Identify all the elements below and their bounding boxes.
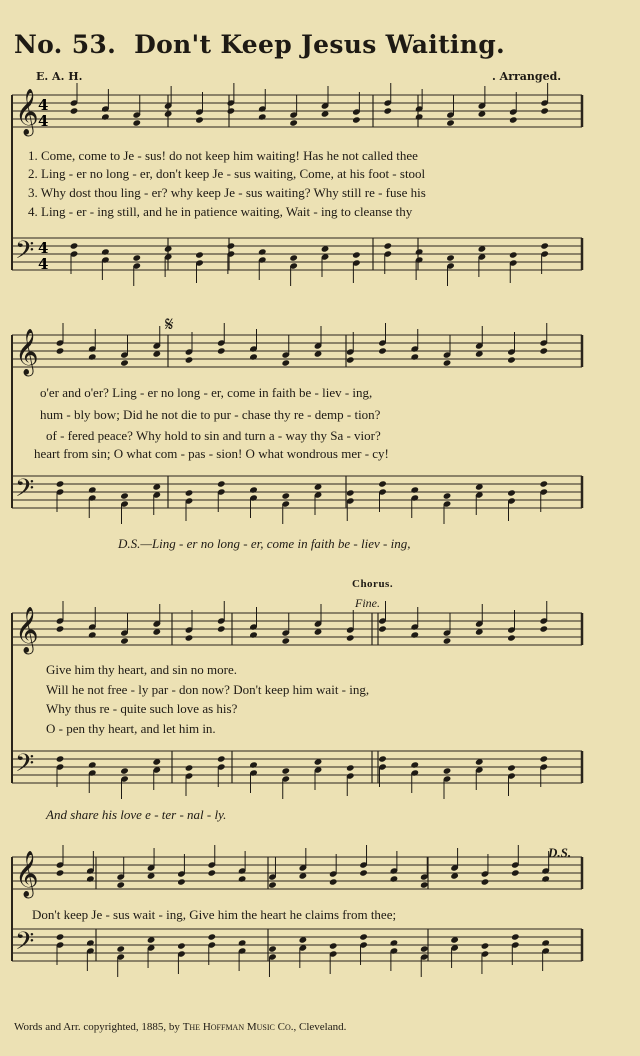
bass-clef-icon: 𝄢 [15,927,35,962]
copyright-notice [14,1021,346,1033]
note-head [481,878,490,885]
note-head [443,637,452,644]
note-head [352,251,361,258]
verse-3-line-1: 3. Why dost thou ling - er? why keep Je - sus waiting? Why still re - fuse his [28,185,426,200]
note-head [88,486,97,493]
note-head [383,107,392,114]
note-head [281,767,290,774]
note-head [410,761,419,768]
note-head [346,356,355,363]
note-head [238,875,247,882]
note-head [281,637,290,644]
note-head [185,764,194,771]
verse-3-line-3: Why thus re - quite such love as his? [46,701,238,716]
note-head [540,242,549,249]
note-head [507,489,516,496]
note-head [378,625,387,632]
note-head [101,113,110,120]
note-head [539,480,548,487]
author-initials: E. A. H. [36,70,83,83]
note-head [420,945,429,952]
note-head [177,942,186,949]
note-head [88,353,97,360]
note-head [195,251,204,258]
verse-4-line-3: O - pen thy heart, and let him in. [46,721,216,736]
note-head [86,939,95,946]
verse-2-line-2: hum - bly bow; Did he not die to pur - chase thy re - demp - tion? [40,407,381,422]
note-head [86,875,95,882]
note-head [116,881,125,888]
hymn-title: Don't Keep Jesus Waiting. [134,30,505,59]
note-head [120,637,129,644]
note-head [258,113,267,120]
note-head [443,767,452,774]
note-head [195,116,204,123]
note-head [217,625,226,632]
note-head [378,347,387,354]
note-head [249,631,258,638]
verse-1-line-2: o'er and o'er? Ling - er no long - er, come in faith be - liev - ing, [40,385,373,400]
note-head [289,254,298,261]
note-head [446,119,455,126]
note-head [415,248,424,255]
note-head [281,492,290,499]
note-head [507,356,516,363]
verse-2-line-1: 2. Ling - er no long - er, don't keep Je - sus waiting, Come, at his foot - stool [28,166,426,181]
clefs-layer [15,89,48,962]
note-head [238,939,247,946]
note-head [539,625,548,632]
staff-lines [12,95,582,961]
publisher-name: The Hoffman Music Co. [182,1021,294,1033]
note-head [217,347,226,354]
note-head [329,878,338,885]
note-head [120,492,129,499]
note-head [185,356,194,363]
note-head [415,113,424,120]
note-head [509,251,518,258]
note-head [268,945,277,952]
note-head [185,489,194,496]
note-head [258,248,267,255]
verse-4-line-1: 4. Ling - er - ing still, and he in patience waiting, Wait - ing to cleanse thy [28,204,413,219]
segno-sign: 𝄋 [165,314,174,336]
note-head [446,254,455,261]
note-head [289,119,298,126]
note-head [249,761,258,768]
note-head [120,359,129,366]
verse-1-line-1: 1. Come, come to Je - sus! do not keep him waiting! Has he not called thee [28,148,418,163]
treble-clef-icon: 𝄞 [15,89,39,135]
note-head [185,634,194,641]
note-head [443,492,452,499]
time-signature-bottom: 4 [38,255,49,273]
note-head [88,631,97,638]
note-head [227,107,236,114]
note-head [539,347,548,354]
note-head [507,764,516,771]
note-head [217,755,226,762]
note-head [56,755,65,762]
verse-2-line-3: Will he not free - ly par - don now? Don't keep him wait - ing, [46,682,370,697]
note-head [70,107,79,114]
note-head [346,489,355,496]
note-head [511,933,520,940]
note-head [177,878,186,885]
treble-clef-icon: 𝄞 [15,329,39,375]
note-head [481,942,490,949]
note-head [383,242,392,249]
ds-lyric-line: D.S.—Ling - er no long - er, come in faith be - liev - ing, [118,536,411,551]
note-head [507,634,516,641]
note-head [410,631,419,638]
bass-clef-icon: 𝄢 [15,474,35,509]
note-head [101,248,110,255]
note-head [249,353,258,360]
hymn-number: No. 53. [14,30,117,59]
note-head [410,486,419,493]
bass-lyric-line: And share his love e - ter - nal - ly. [46,807,227,822]
ds-marking: D.S. [548,845,572,860]
note-head [443,359,452,366]
note-head [132,254,141,261]
note-head [56,625,65,632]
fine-marking: Fine. [355,596,380,610]
note-head [329,942,338,949]
time-signature-top: 4 [38,96,49,114]
note-head [511,869,520,876]
treble-clef-icon: 𝄞 [15,851,39,897]
note-head [132,119,141,126]
note-head [352,116,361,123]
note-head [217,480,226,487]
note-head [56,869,65,876]
note-head [249,486,258,493]
note-head [541,875,550,882]
note-head [207,869,216,876]
note-head [346,764,355,771]
note-head [281,359,290,366]
note-head [56,933,65,940]
note-head [378,480,387,487]
note-head [227,242,236,249]
note-head [420,881,429,888]
time-signature-bottom: 4 [38,112,49,130]
note-head [207,933,216,940]
verse-1-line-3: Give him thy heart, and sin no more. [46,662,237,677]
treble-clef-icon: 𝄞 [15,607,39,653]
refrain-line: Don't keep Je - sus wait - ing, Give him the heart he claims from thee; [32,907,397,922]
note-head [268,881,277,888]
time-signature-top: 4 [38,239,49,257]
note-head [56,480,65,487]
verse-4-line-2: heart from sin; O what com - pas - sion! O what wondrous mer - cy! [34,446,389,461]
note-head [410,353,419,360]
note-head [541,939,550,946]
note-head [116,945,125,952]
note-head [359,869,368,876]
note-head [378,755,387,762]
arranger-credit: . Arranged. [492,70,562,83]
note-head [390,875,399,882]
note-head [120,767,129,774]
copyright-prefix: Words and Arr. copyrighted, 1885, by [14,1021,183,1033]
verse-3-line-2: of - fered peace? Why hold to sin and turn a - way thy Sa - vior? [46,428,381,443]
note-head [539,755,548,762]
note-head [509,116,518,123]
bass-clef-icon: 𝄢 [15,749,35,784]
note-head [70,242,79,249]
note-head [346,634,355,641]
copyright-suffix: , Cleveland. [293,1021,347,1033]
note-head [540,107,549,114]
note-head [56,347,65,354]
chorus-label: Chorus. [352,578,394,590]
note-head [390,939,399,946]
note-head [88,761,97,768]
note-head [359,933,368,940]
bass-clef-icon: 𝄢 [15,236,35,271]
